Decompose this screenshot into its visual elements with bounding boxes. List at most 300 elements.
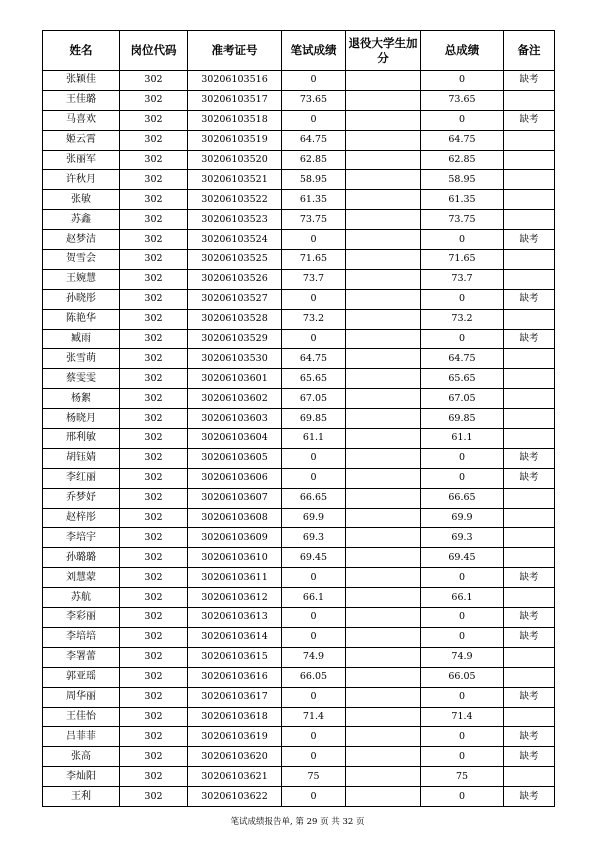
cell-position-code: 302 bbox=[120, 110, 188, 130]
table-row bbox=[43, 528, 555, 548]
cell-remark bbox=[504, 349, 555, 369]
cell-exam-number: 30206103617 bbox=[188, 687, 282, 707]
cell-written-score: 71.65 bbox=[282, 250, 346, 270]
cell-exam-number: 30206103605 bbox=[188, 448, 282, 468]
cell-remark: 缺考 bbox=[504, 468, 555, 488]
table-row bbox=[43, 329, 555, 349]
cell-veteran-bonus bbox=[346, 647, 421, 667]
cell-written-score: 0 bbox=[282, 329, 346, 349]
cell-veteran-bonus bbox=[346, 230, 421, 250]
cell-name: 周华丽 bbox=[43, 687, 120, 707]
cell-remark bbox=[504, 250, 555, 270]
cell-remark bbox=[504, 130, 555, 150]
cell-remark: 缺考 bbox=[504, 727, 555, 747]
cell-written-score: 0 bbox=[282, 608, 346, 628]
table-row bbox=[43, 747, 555, 767]
cell-exam-number: 30206103602 bbox=[188, 389, 282, 409]
cell-remark bbox=[504, 588, 555, 608]
cell-position-code: 302 bbox=[120, 727, 188, 747]
cell-remark bbox=[504, 528, 555, 548]
table-row bbox=[43, 787, 555, 807]
table-row bbox=[43, 269, 555, 289]
cell-total-score: 64.75 bbox=[421, 349, 504, 369]
header-veteran-bonus: 退役大学生加分 bbox=[346, 31, 421, 71]
cell-written-score: 66.05 bbox=[282, 667, 346, 687]
cell-exam-number: 30206103607 bbox=[188, 488, 282, 508]
cell-total-score: 0 bbox=[421, 608, 504, 628]
cell-veteran-bonus bbox=[346, 448, 421, 468]
cell-remark bbox=[504, 667, 555, 687]
cell-position-code: 302 bbox=[120, 90, 188, 110]
cell-position-code: 302 bbox=[120, 190, 188, 210]
table-row bbox=[43, 369, 555, 389]
cell-exam-number: 30206103618 bbox=[188, 707, 282, 727]
table-row bbox=[43, 588, 555, 608]
table-row bbox=[43, 608, 555, 628]
cell-position-code: 302 bbox=[120, 250, 188, 270]
cell-written-score: 67.05 bbox=[282, 389, 346, 409]
cell-remark: 缺考 bbox=[504, 627, 555, 647]
cell-position-code: 302 bbox=[120, 468, 188, 488]
cell-total-score: 75 bbox=[421, 767, 504, 787]
cell-total-score: 58.95 bbox=[421, 170, 504, 190]
cell-total-score: 69.3 bbox=[421, 528, 504, 548]
cell-total-score: 62.85 bbox=[421, 150, 504, 170]
cell-veteran-bonus bbox=[346, 389, 421, 409]
table-row bbox=[43, 289, 555, 309]
cell-position-code: 302 bbox=[120, 230, 188, 250]
cell-name: 张颖佳 bbox=[43, 71, 120, 91]
cell-position-code: 302 bbox=[120, 349, 188, 369]
cell-position-code: 302 bbox=[120, 548, 188, 568]
cell-remark bbox=[504, 389, 555, 409]
cell-total-score: 64.75 bbox=[421, 130, 504, 150]
cell-name: 李培宇 bbox=[43, 528, 120, 548]
cell-total-score: 71.4 bbox=[421, 707, 504, 727]
cell-veteran-bonus bbox=[346, 329, 421, 349]
cell-exam-number: 30206103516 bbox=[188, 71, 282, 91]
cell-written-score: 0 bbox=[282, 568, 346, 588]
cell-remark bbox=[504, 548, 555, 568]
cell-total-score: 61.1 bbox=[421, 429, 504, 449]
header-exam-number: 准考证号 bbox=[188, 31, 282, 71]
table-row bbox=[43, 130, 555, 150]
cell-veteran-bonus bbox=[346, 767, 421, 787]
cell-position-code: 302 bbox=[120, 528, 188, 548]
cell-remark: 缺考 bbox=[504, 787, 555, 807]
cell-total-score: 0 bbox=[421, 627, 504, 647]
page-footer: 笔试成绩报告单, 第 29 页 共 32 页 bbox=[230, 817, 365, 827]
cell-remark bbox=[504, 90, 555, 110]
cell-exam-number: 30206103522 bbox=[188, 190, 282, 210]
cell-veteran-bonus bbox=[346, 190, 421, 210]
cell-name: 孙晓彤 bbox=[43, 289, 120, 309]
cell-veteran-bonus bbox=[346, 528, 421, 548]
cell-position-code: 302 bbox=[120, 707, 188, 727]
table-row bbox=[43, 707, 555, 727]
cell-veteran-bonus bbox=[346, 210, 421, 230]
table-row bbox=[43, 727, 555, 747]
table-row bbox=[43, 667, 555, 687]
cell-written-score: 73.2 bbox=[282, 309, 346, 329]
cell-position-code: 302 bbox=[120, 329, 188, 349]
cell-position-code: 302 bbox=[120, 269, 188, 289]
cell-exam-number: 30206103529 bbox=[188, 329, 282, 349]
cell-veteran-bonus bbox=[346, 250, 421, 270]
cell-total-score: 0 bbox=[421, 230, 504, 250]
cell-written-score: 0 bbox=[282, 230, 346, 250]
cell-total-score: 66.05 bbox=[421, 667, 504, 687]
table-header bbox=[43, 31, 555, 71]
table-row bbox=[43, 568, 555, 588]
cell-name: 吕菲菲 bbox=[43, 727, 120, 747]
cell-name: 孙璐璐 bbox=[43, 548, 120, 568]
cell-total-score: 0 bbox=[421, 329, 504, 349]
cell-total-score: 0 bbox=[421, 568, 504, 588]
cell-position-code: 302 bbox=[120, 389, 188, 409]
cell-veteran-bonus bbox=[346, 707, 421, 727]
cell-total-score: 73.2 bbox=[421, 309, 504, 329]
cell-written-score: 73.65 bbox=[282, 90, 346, 110]
header-row bbox=[43, 31, 555, 71]
cell-written-score: 73.7 bbox=[282, 269, 346, 289]
cell-written-score: 65.65 bbox=[282, 369, 346, 389]
cell-remark: 缺考 bbox=[504, 687, 555, 707]
cell-written-score: 69.85 bbox=[282, 409, 346, 429]
cell-name: 胡钰婧 bbox=[43, 448, 120, 468]
cell-exam-number: 30206103518 bbox=[188, 110, 282, 130]
cell-total-score: 73.75 bbox=[421, 210, 504, 230]
cell-exam-number: 30206103521 bbox=[188, 170, 282, 190]
cell-written-score: 0 bbox=[282, 687, 346, 707]
cell-exam-number: 30206103530 bbox=[188, 349, 282, 369]
cell-remark bbox=[504, 210, 555, 230]
cell-position-code: 302 bbox=[120, 787, 188, 807]
cell-total-score: 0 bbox=[421, 787, 504, 807]
cell-written-score: 64.75 bbox=[282, 349, 346, 369]
cell-veteran-bonus bbox=[346, 369, 421, 389]
cell-name: 王婉慧 bbox=[43, 269, 120, 289]
cell-position-code: 302 bbox=[120, 210, 188, 230]
cell-veteran-bonus bbox=[346, 409, 421, 429]
cell-name: 王利 bbox=[43, 787, 120, 807]
cell-total-score: 0 bbox=[421, 727, 504, 747]
cell-written-score: 75 bbox=[282, 767, 346, 787]
cell-exam-number: 30206103523 bbox=[188, 210, 282, 230]
cell-remark: 缺考 bbox=[504, 608, 555, 628]
cell-name: 马喜欢 bbox=[43, 110, 120, 130]
cell-exam-number: 30206103606 bbox=[188, 468, 282, 488]
cell-position-code: 302 bbox=[120, 150, 188, 170]
table-row bbox=[43, 687, 555, 707]
cell-remark bbox=[504, 767, 555, 787]
cell-name: 贺雪会 bbox=[43, 250, 120, 270]
cell-position-code: 302 bbox=[120, 309, 188, 329]
cell-exam-number: 30206103525 bbox=[188, 250, 282, 270]
table-row bbox=[43, 210, 555, 230]
cell-name: 张丽军 bbox=[43, 150, 120, 170]
cell-name: 苏鑫 bbox=[43, 210, 120, 230]
cell-remark: 缺考 bbox=[504, 329, 555, 349]
cell-remark bbox=[504, 707, 555, 727]
cell-name: 赵梓彤 bbox=[43, 508, 120, 528]
cell-name: 李署蕾 bbox=[43, 647, 120, 667]
cell-position-code: 302 bbox=[120, 608, 188, 628]
cell-total-score: 73.65 bbox=[421, 90, 504, 110]
cell-name: 苏航 bbox=[43, 588, 120, 608]
cell-remark bbox=[504, 309, 555, 329]
cell-written-score: 74.9 bbox=[282, 647, 346, 667]
cell-position-code: 302 bbox=[120, 508, 188, 528]
cell-total-score: 0 bbox=[421, 747, 504, 767]
cell-name: 李灿阳 bbox=[43, 767, 120, 787]
cell-name: 张雪萌 bbox=[43, 349, 120, 369]
cell-exam-number: 30206103601 bbox=[188, 369, 282, 389]
cell-veteran-bonus bbox=[346, 687, 421, 707]
header-remark: 备注 bbox=[504, 31, 555, 71]
cell-exam-number: 30206103616 bbox=[188, 667, 282, 687]
cell-name: 李红丽 bbox=[43, 468, 120, 488]
cell-veteran-bonus bbox=[346, 667, 421, 687]
cell-name: 杨晓月 bbox=[43, 409, 120, 429]
cell-written-score: 0 bbox=[282, 110, 346, 130]
cell-position-code: 302 bbox=[120, 767, 188, 787]
cell-name: 李彩丽 bbox=[43, 608, 120, 628]
cell-total-score: 0 bbox=[421, 468, 504, 488]
cell-written-score: 69.45 bbox=[282, 548, 346, 568]
table-row bbox=[43, 90, 555, 110]
table-row bbox=[43, 647, 555, 667]
table-row bbox=[43, 627, 555, 647]
cell-total-score: 69.45 bbox=[421, 548, 504, 568]
cell-veteran-bonus bbox=[346, 269, 421, 289]
cell-remark: 缺考 bbox=[504, 568, 555, 588]
cell-exam-number: 30206103603 bbox=[188, 409, 282, 429]
header-name: 姓名 bbox=[43, 31, 120, 71]
cell-veteran-bonus bbox=[346, 349, 421, 369]
cell-written-score: 73.75 bbox=[282, 210, 346, 230]
cell-name: 李培培 bbox=[43, 627, 120, 647]
cell-written-score: 0 bbox=[282, 448, 346, 468]
cell-name: 郭亚瑶 bbox=[43, 667, 120, 687]
cell-name: 许秋月 bbox=[43, 170, 120, 190]
cell-total-score: 0 bbox=[421, 448, 504, 468]
table-row bbox=[43, 190, 555, 210]
table-body bbox=[43, 71, 555, 807]
cell-remark: 缺考 bbox=[504, 289, 555, 309]
cell-position-code: 302 bbox=[120, 429, 188, 449]
cell-written-score: 0 bbox=[282, 787, 346, 807]
cell-remark bbox=[504, 369, 555, 389]
cell-veteran-bonus bbox=[346, 787, 421, 807]
cell-name: 蔡雯雯 bbox=[43, 369, 120, 389]
cell-written-score: 0 bbox=[282, 727, 346, 747]
cell-written-score: 69.3 bbox=[282, 528, 346, 548]
cell-position-code: 302 bbox=[120, 667, 188, 687]
cell-exam-number: 30206103528 bbox=[188, 309, 282, 329]
cell-total-score: 0 bbox=[421, 687, 504, 707]
cell-remark bbox=[504, 269, 555, 289]
cell-veteran-bonus bbox=[346, 110, 421, 130]
cell-exam-number: 30206103520 bbox=[188, 150, 282, 170]
cell-written-score: 62.85 bbox=[282, 150, 346, 170]
table-row bbox=[43, 349, 555, 369]
cell-remark: 缺考 bbox=[504, 448, 555, 468]
cell-total-score: 65.65 bbox=[421, 369, 504, 389]
cell-position-code: 302 bbox=[120, 488, 188, 508]
cell-name: 张敏 bbox=[43, 190, 120, 210]
cell-remark: 缺考 bbox=[504, 230, 555, 250]
cell-name: 杨絮 bbox=[43, 389, 120, 409]
cell-total-score: 69.85 bbox=[421, 409, 504, 429]
cell-total-score: 66.65 bbox=[421, 488, 504, 508]
cell-exam-number: 30206103610 bbox=[188, 548, 282, 568]
cell-total-score: 0 bbox=[421, 110, 504, 130]
cell-veteran-bonus bbox=[346, 608, 421, 628]
cell-written-score: 66.65 bbox=[282, 488, 346, 508]
cell-total-score: 0 bbox=[421, 71, 504, 91]
cell-veteran-bonus bbox=[346, 747, 421, 767]
cell-exam-number: 30206103613 bbox=[188, 608, 282, 628]
cell-exam-number: 30206103620 bbox=[188, 747, 282, 767]
cell-veteran-bonus bbox=[346, 90, 421, 110]
cell-written-score: 69.9 bbox=[282, 508, 346, 528]
cell-total-score: 66.1 bbox=[421, 588, 504, 608]
cell-remark bbox=[504, 409, 555, 429]
cell-position-code: 302 bbox=[120, 130, 188, 150]
table-row bbox=[43, 170, 555, 190]
cell-position-code: 302 bbox=[120, 448, 188, 468]
cell-name: 刘慧蒙 bbox=[43, 568, 120, 588]
cell-written-score: 61.35 bbox=[282, 190, 346, 210]
cell-position-code: 302 bbox=[120, 568, 188, 588]
table-row bbox=[43, 110, 555, 130]
cell-exam-number: 30206103608 bbox=[188, 508, 282, 528]
cell-remark bbox=[504, 429, 555, 449]
table-row bbox=[43, 309, 555, 329]
table-row bbox=[43, 150, 555, 170]
cell-exam-number: 30206103615 bbox=[188, 647, 282, 667]
cell-veteran-bonus bbox=[346, 429, 421, 449]
cell-remark: 缺考 bbox=[504, 747, 555, 767]
cell-remark: 缺考 bbox=[504, 110, 555, 130]
cell-remark bbox=[504, 150, 555, 170]
cell-total-score: 67.05 bbox=[421, 389, 504, 409]
cell-position-code: 302 bbox=[120, 687, 188, 707]
cell-written-score: 0 bbox=[282, 468, 346, 488]
table-row bbox=[43, 468, 555, 488]
cell-exam-number: 30206103611 bbox=[188, 568, 282, 588]
table-row bbox=[43, 488, 555, 508]
table-row bbox=[43, 250, 555, 270]
cell-exam-number: 30206103612 bbox=[188, 588, 282, 608]
cell-veteran-bonus bbox=[346, 588, 421, 608]
cell-name: 乔梦妤 bbox=[43, 488, 120, 508]
cell-total-score: 0 bbox=[421, 289, 504, 309]
cell-exam-number: 30206103614 bbox=[188, 627, 282, 647]
cell-name: 陈艳华 bbox=[43, 309, 120, 329]
cell-written-score: 0 bbox=[282, 747, 346, 767]
cell-written-score: 66.1 bbox=[282, 588, 346, 608]
cell-remark bbox=[504, 647, 555, 667]
cell-veteran-bonus bbox=[346, 488, 421, 508]
cell-veteran-bonus bbox=[346, 727, 421, 747]
cell-exam-number: 30206103517 bbox=[188, 90, 282, 110]
cell-position-code: 302 bbox=[120, 71, 188, 91]
cell-veteran-bonus bbox=[346, 130, 421, 150]
cell-position-code: 302 bbox=[120, 627, 188, 647]
cell-veteran-bonus bbox=[346, 309, 421, 329]
cell-position-code: 302 bbox=[120, 647, 188, 667]
table-row bbox=[43, 409, 555, 429]
cell-remark bbox=[504, 508, 555, 528]
cell-veteran-bonus bbox=[346, 289, 421, 309]
cell-total-score: 71.65 bbox=[421, 250, 504, 270]
header-written-score: 笔试成绩 bbox=[282, 31, 346, 71]
cell-exam-number: 30206103519 bbox=[188, 130, 282, 150]
cell-veteran-bonus bbox=[346, 150, 421, 170]
cell-written-score: 0 bbox=[282, 71, 346, 91]
table-row bbox=[43, 548, 555, 568]
cell-veteran-bonus bbox=[346, 71, 421, 91]
cell-written-score: 0 bbox=[282, 627, 346, 647]
cell-veteran-bonus bbox=[346, 170, 421, 190]
cell-exam-number: 30206103621 bbox=[188, 767, 282, 787]
cell-veteran-bonus bbox=[346, 627, 421, 647]
cell-remark bbox=[504, 488, 555, 508]
header-total-score: 总成绩 bbox=[421, 31, 504, 71]
cell-name: 王佳怡 bbox=[43, 707, 120, 727]
cell-remark bbox=[504, 190, 555, 210]
score-report-sheet bbox=[42, 30, 554, 807]
table-row bbox=[43, 230, 555, 250]
cell-name: 邢利敏 bbox=[43, 429, 120, 449]
cell-exam-number: 30206103622 bbox=[188, 787, 282, 807]
cell-total-score: 73.7 bbox=[421, 269, 504, 289]
cell-name: 臧雨 bbox=[43, 329, 120, 349]
cell-written-score: 58.95 bbox=[282, 170, 346, 190]
table-row bbox=[43, 767, 555, 787]
cell-exam-number: 30206103609 bbox=[188, 528, 282, 548]
cell-position-code: 302 bbox=[120, 289, 188, 309]
table-row bbox=[43, 71, 555, 91]
cell-name: 张高 bbox=[43, 747, 120, 767]
cell-position-code: 302 bbox=[120, 409, 188, 429]
cell-veteran-bonus bbox=[346, 568, 421, 588]
cell-total-score: 61.35 bbox=[421, 190, 504, 210]
cell-name: 姬云霄 bbox=[43, 130, 120, 150]
cell-total-score: 69.9 bbox=[421, 508, 504, 528]
cell-exam-number: 30206103604 bbox=[188, 429, 282, 449]
cell-veteran-bonus bbox=[346, 508, 421, 528]
cell-name: 赵梦洁 bbox=[43, 230, 120, 250]
cell-position-code: 302 bbox=[120, 588, 188, 608]
table-row bbox=[43, 389, 555, 409]
cell-written-score: 0 bbox=[282, 289, 346, 309]
cell-exam-number: 30206103526 bbox=[188, 269, 282, 289]
cell-veteran-bonus bbox=[346, 548, 421, 568]
cell-exam-number: 30206103619 bbox=[188, 727, 282, 747]
table-row bbox=[43, 429, 555, 449]
cell-total-score: 74.9 bbox=[421, 647, 504, 667]
table-row bbox=[43, 448, 555, 468]
cell-written-score: 71.4 bbox=[282, 707, 346, 727]
cell-exam-number: 30206103524 bbox=[188, 230, 282, 250]
cell-position-code: 302 bbox=[120, 747, 188, 767]
table-row bbox=[43, 508, 555, 528]
cell-remark bbox=[504, 170, 555, 190]
cell-exam-number: 30206103527 bbox=[188, 289, 282, 309]
